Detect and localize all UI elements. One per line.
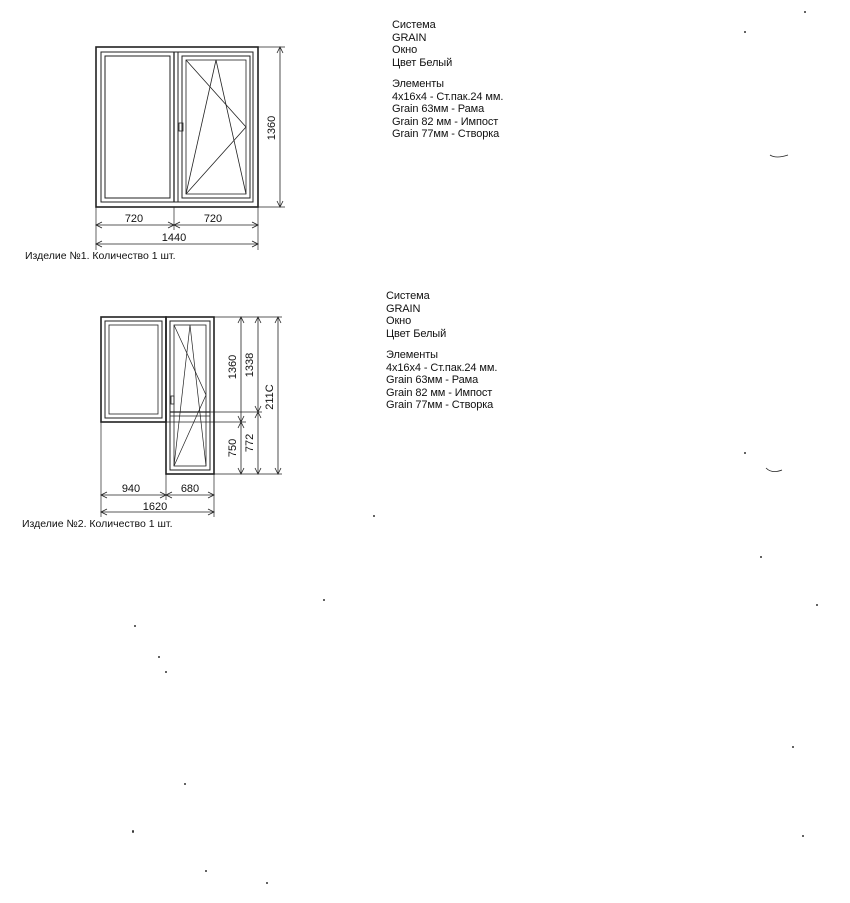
handle (171, 396, 174, 404)
dim-width-right: 720 (203, 213, 223, 225)
product-type: Окно (392, 44, 418, 56)
product-1-caption: Изделие №1. Количество 1 шт. (25, 250, 176, 262)
elements-heading: Элементы (392, 78, 444, 90)
door-sash (174, 325, 206, 466)
product-2-caption: Изделие №2. Количество 1 шт. (22, 518, 173, 530)
opening-lines (186, 60, 246, 194)
dim-width-total: 1440 (161, 232, 187, 244)
scan-speck (134, 625, 136, 627)
dim-height-total: 211C (264, 384, 276, 410)
door-frame (166, 317, 214, 474)
scan-speck (266, 882, 268, 884)
dim-width-right: 680 (180, 483, 200, 495)
scan-speck (205, 870, 207, 872)
scan-speck (792, 746, 794, 748)
dim-height-door-lower: 772 (244, 433, 256, 453)
sash-right (182, 56, 250, 198)
scan-speck (744, 452, 746, 454)
dim-width-total: 1620 (142, 501, 168, 513)
dim-height: 1360 (266, 115, 278, 141)
outer-frame (96, 47, 258, 207)
element-item: Grain 63мм - Рама (386, 374, 479, 386)
product-2-spec (386, 290, 497, 412)
element-item: Grain 82 мм - Импост (392, 115, 499, 128)
product-color: Цвет Белый (392, 56, 453, 69)
scan-speck (323, 599, 325, 601)
scan-speck (760, 556, 762, 558)
scan-speck (158, 656, 160, 658)
scan-speck (744, 31, 746, 33)
scan-speck (165, 671, 167, 673)
inner-frame (101, 52, 253, 202)
fixed-glass-left (105, 56, 170, 198)
dim-width-left: 720 (124, 213, 144, 225)
element-item: 4x16x4 - Ст.пак.24 мм. (392, 90, 504, 103)
scan-speck (132, 830, 134, 833)
dim-height-window: 1360 (227, 354, 239, 380)
elements-heading: Элементы (386, 349, 438, 361)
dim-height-lower: 750 (227, 438, 239, 458)
scan-speck (184, 783, 186, 785)
scan-speck (816, 604, 818, 606)
scan-speck (373, 515, 375, 517)
system-label: Система (386, 290, 430, 302)
dim-width-left: 940 (121, 483, 141, 495)
element-item: Grain 77мм - Створка (392, 128, 500, 140)
dim-height-door: 1338 (244, 352, 256, 378)
system-label: Система (392, 19, 436, 31)
element-item: Grain 77мм - Створка (386, 399, 494, 411)
element-item: 4x16x4 - Ст.пак.24 мм. (386, 361, 498, 374)
fixed-glass-left (109, 325, 158, 414)
system-name: GRAIN (392, 31, 427, 44)
scan-speck (804, 11, 806, 13)
system-name: GRAIN (386, 302, 421, 315)
element-item: Grain 63мм - Рама (392, 103, 485, 115)
window-frame (101, 317, 166, 422)
product-type: Окно (386, 315, 412, 327)
element-item: Grain 82 мм - Импост (386, 386, 493, 399)
scan-speck (802, 835, 804, 837)
opening-lines (174, 325, 206, 466)
product-color: Цвет Белый (386, 327, 447, 340)
